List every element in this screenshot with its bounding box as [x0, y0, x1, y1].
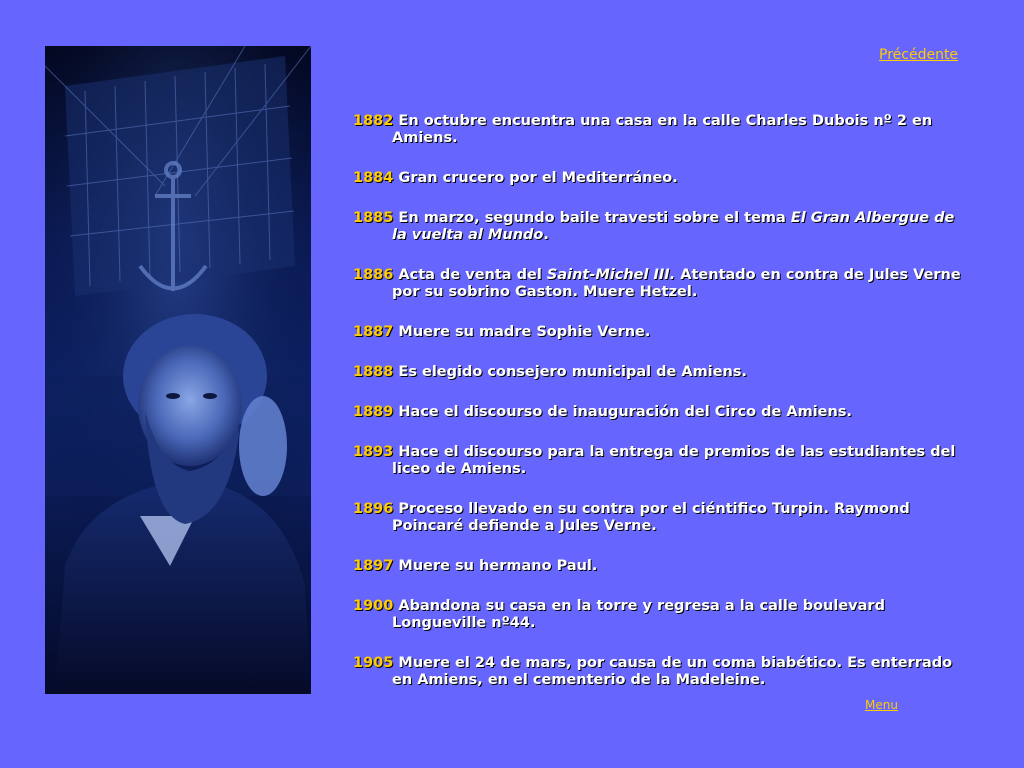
previous-link[interactable]: Précédente [879, 47, 959, 63]
entry-text: En octubre encuentra una casa en la calle Charles Dubois nº 2 en Amiens. [392, 113, 933, 146]
entry-italic-title: El Gran Albergue de la vuelta al Mundo [392, 210, 955, 243]
portrait-image [45, 46, 311, 694]
timeline-entry [353, 364, 968, 381]
entry-year: 1888 [353, 364, 394, 380]
entry-text: Hace el discourso para la entrega de premios de las estudiantes del liceo de Amiens. [392, 444, 956, 477]
entry-text: Muere su madre Sophie Verne. [398, 324, 651, 340]
entry-year: 1905 [353, 655, 394, 671]
entry-text-after: Atentado en contra de Jules Verne por su sobrino Gaston. Muere Hetzel. [392, 267, 961, 300]
entry-text: Gran crucero por el Mediterráneo. [398, 170, 678, 186]
entry-year: 1897 [353, 558, 394, 574]
entry-year: 1884 [353, 170, 394, 186]
entry-text: En marzo, segundo baile travesti sobre el tema [398, 210, 791, 226]
entry-text: Hace el discourso de inauguración del Circo de Amiens. [398, 404, 852, 420]
timeline-entry [353, 170, 968, 187]
jules-verne-portrait-icon [45, 46, 311, 694]
entry-year: 1882 [353, 113, 394, 129]
entry-text: Acta de venta del [398, 267, 547, 283]
entry-year: 1886 [353, 267, 394, 283]
entry-text: Muere el 24 de mars, por causa de un coma biabético. Es enterrado en Amiens, en el cementerio de la Madeleine. [392, 655, 953, 688]
menu-link[interactable]: Menu [865, 698, 898, 712]
timeline-entry [353, 113, 968, 147]
timeline-entry [353, 210, 968, 244]
timeline-entry [353, 558, 968, 575]
entry-italic-title: Saint-Michel III. [546, 267, 676, 283]
entry-text: Abandona su casa en la torre y regresa a la calle boulevard Longueville nº44. [392, 598, 885, 631]
entry-year: 1900 [353, 598, 394, 614]
entry-year: 1889 [353, 404, 394, 420]
timeline-entry [353, 501, 968, 535]
entry-text: Proceso llevado en su contra por el ciéntifico Turpin. Raymond Poincaré defiende a Jules Verne. [392, 501, 910, 534]
timeline-entry [353, 655, 968, 689]
timeline-entry [353, 444, 968, 478]
timeline-list [353, 113, 968, 712]
entry-year: 1893 [353, 444, 394, 460]
entry-text-after: . [543, 227, 549, 243]
timeline-entry [353, 598, 968, 632]
entry-text: Es elegido consejero municipal de Amiens. [398, 364, 748, 380]
timeline-entry [353, 324, 968, 341]
entry-year: 1887 [353, 324, 394, 340]
timeline-entry [353, 404, 968, 421]
entry-year: 1896 [353, 501, 394, 517]
entry-text: Muere su hermano Paul. [398, 558, 598, 574]
timeline-entry [353, 267, 968, 301]
entry-year: 1885 [353, 210, 394, 226]
